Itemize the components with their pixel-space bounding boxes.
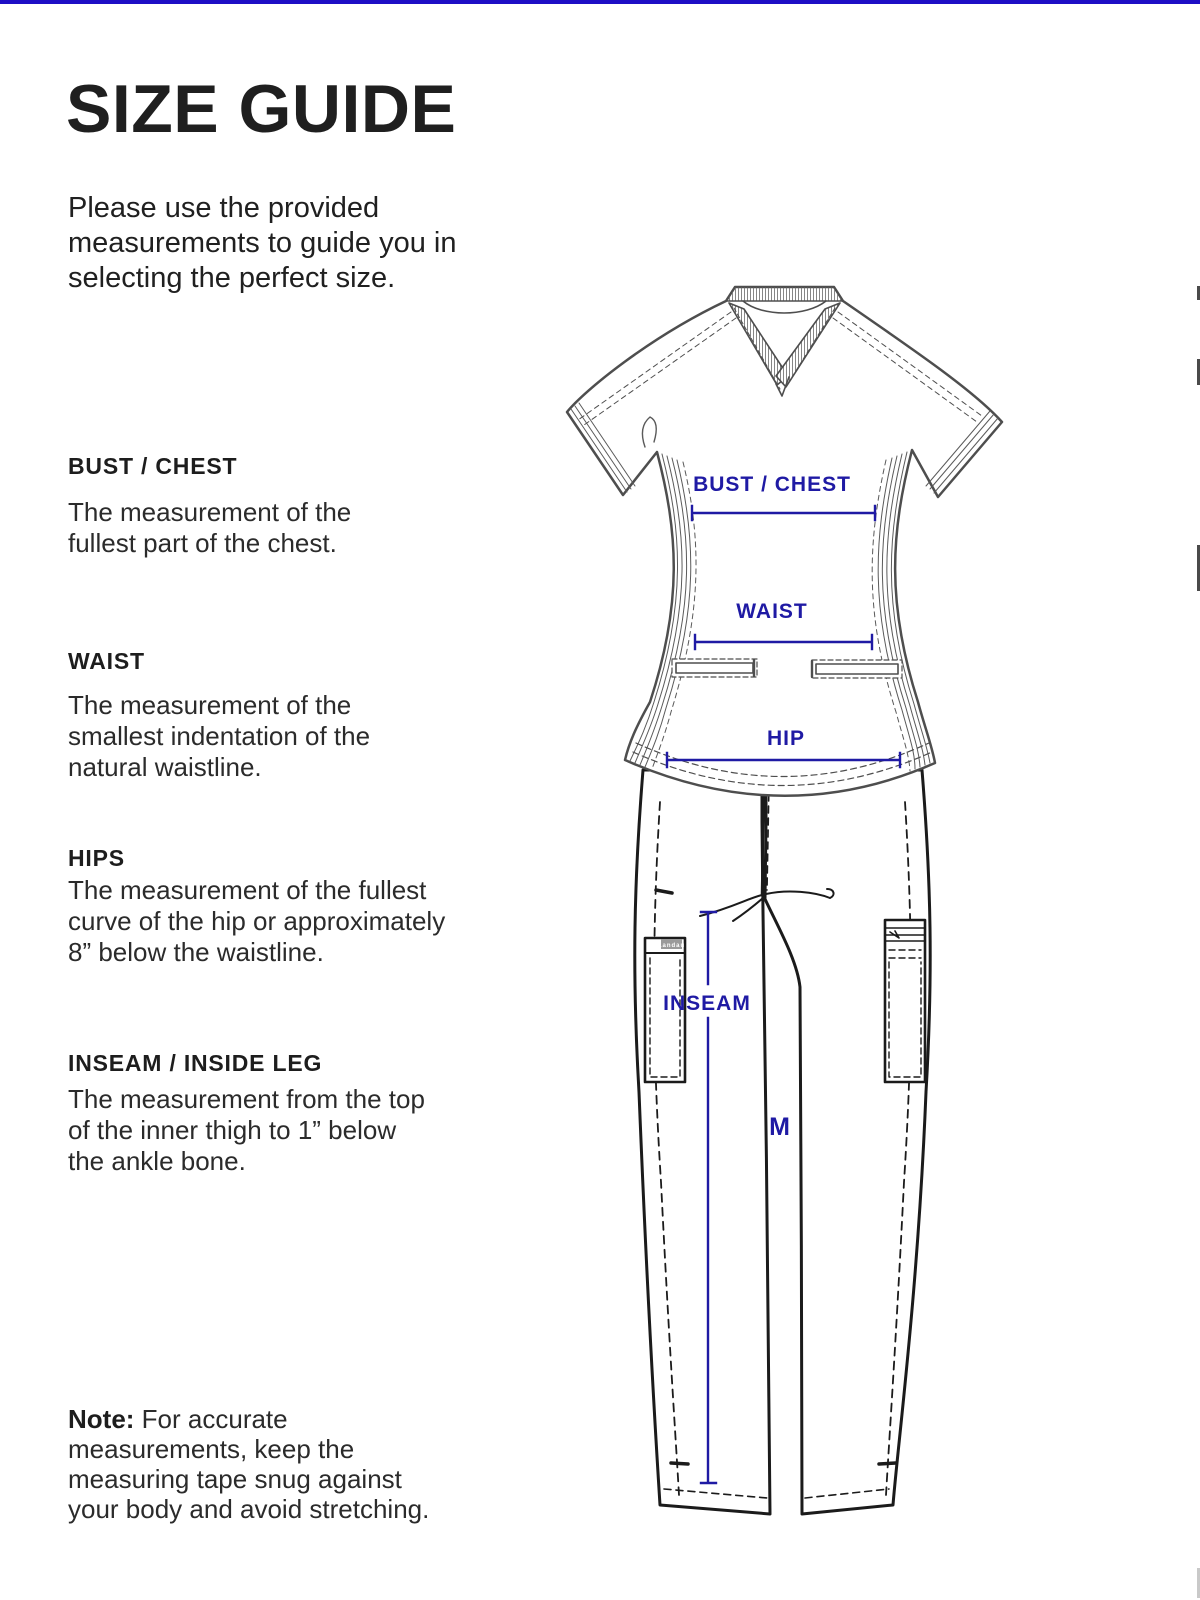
- body-line: The measurement of the: [68, 690, 352, 720]
- size-marker-label: M: [769, 1113, 791, 1141]
- note-text: [68, 1404, 429, 1524]
- note-line: your body and avoid stretching.: [68, 1494, 430, 1524]
- body-line: The measurement of the: [68, 497, 352, 527]
- intro-text: [68, 191, 457, 296]
- note-line: [68, 1404, 429, 1434]
- section-heading-inseam: INSEAM / INSIDE LEG: [68, 1050, 323, 1076]
- pants-left-leg: [635, 770, 770, 1514]
- shirt-left-welt-pocket: [672, 659, 757, 677]
- intro-line: selecting the perfect size.: [68, 262, 396, 294]
- inseam-label: INSEAM: [663, 992, 751, 1015]
- body-line: 8” below the waistline.: [68, 937, 324, 967]
- pants-right-leg: [765, 770, 930, 1514]
- section-body-bust: [68, 497, 351, 559]
- section-heading-waist: WAIST: [68, 648, 145, 674]
- garment-diagram: [530, 282, 1020, 1522]
- waist-label: WAIST: [736, 600, 808, 623]
- pants-right-vent-mark: [879, 1463, 896, 1464]
- section-body-waist: [68, 690, 370, 783]
- shirt-right-welt-pocket: [812, 660, 902, 678]
- scrub-top-drawing: [567, 287, 1002, 796]
- body-line: fullest part of the chest.: [68, 528, 337, 558]
- body-line: of the inner thigh to 1” below: [68, 1115, 397, 1145]
- note-line-text: For accurate: [141, 1404, 288, 1434]
- scrub-pants-drawing: [635, 770, 930, 1514]
- intro-line: Please use the provided: [68, 192, 380, 224]
- note-line: measuring tape snug against: [68, 1464, 402, 1494]
- shirt-back-collar: [726, 287, 843, 301]
- pants-left-vent-mark: [671, 1463, 688, 1464]
- page-top-accent-bar: [0, 0, 1200, 4]
- intro-line: measurements to guide you in: [68, 227, 457, 259]
- note-line: measurements, keep the: [68, 1434, 355, 1464]
- body-line: natural waistline.: [68, 752, 262, 782]
- hip-label: HIP: [766, 727, 806, 750]
- brand-tag-label: Landau: [657, 943, 686, 949]
- body-line: the ankle bone.: [68, 1146, 246, 1176]
- body-line: The measurement from the top: [68, 1084, 425, 1114]
- section-body-inseam: [68, 1084, 425, 1177]
- body-line: smallest indentation of the: [68, 721, 371, 751]
- section-heading-bust: BUST / CHEST: [68, 453, 238, 479]
- body-line: The measurement of the fullest: [68, 875, 427, 905]
- note-label: Note:: [68, 1404, 135, 1434]
- section-body-hips: [68, 875, 445, 968]
- page-title: SIZE GUIDE: [66, 71, 457, 147]
- pants-right-cargo-pocket: [885, 920, 925, 1082]
- body-line: curve of the hip or approximately: [68, 906, 446, 936]
- section-heading-hips: HIPS: [68, 845, 125, 871]
- scrubs-technical-drawing: [530, 282, 1020, 1522]
- bust-chest-label: BUST / CHEST: [693, 473, 851, 496]
